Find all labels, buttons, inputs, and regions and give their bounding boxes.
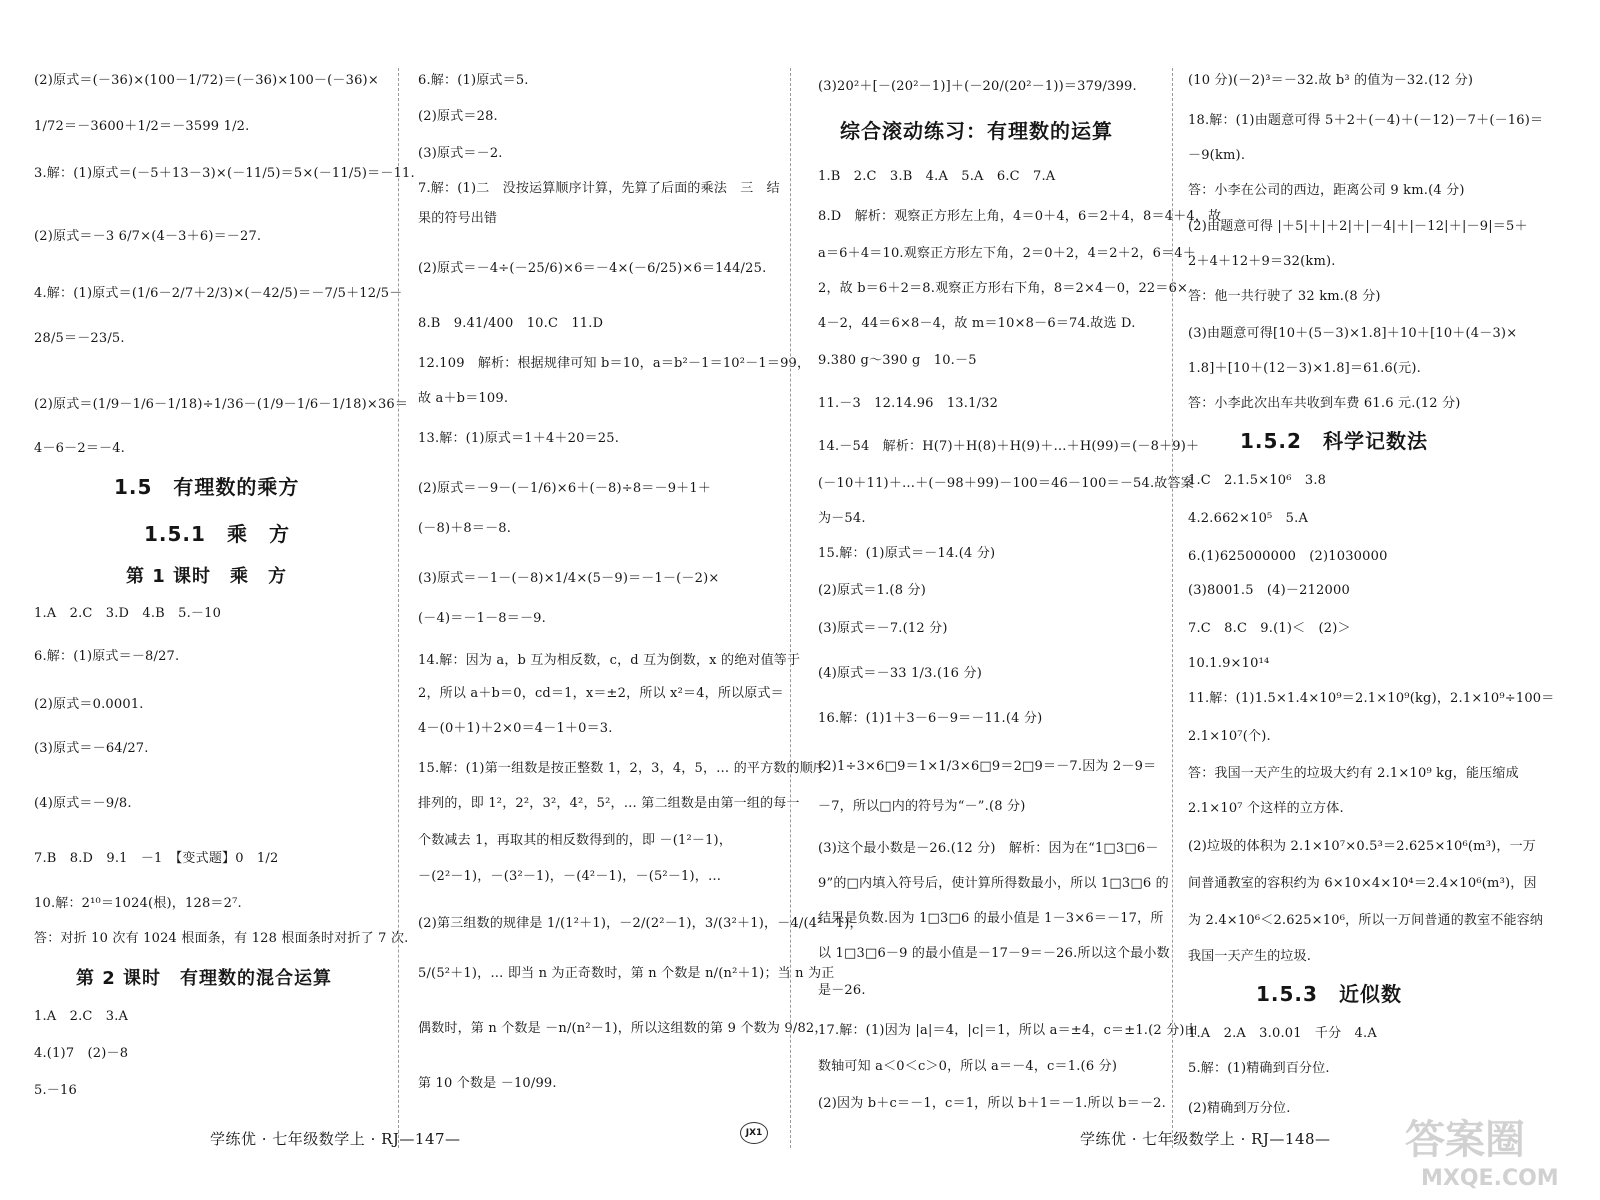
answer-line: 4－(0＋1)＋2×0＝4－1＋0＝3. [418, 721, 613, 736]
watermark-text: 答案圈 [1405, 1117, 1525, 1163]
answer-line: (3)原式＝－7.(12 分) [818, 621, 948, 636]
answer-line: (2)精确到万分位. [1188, 1101, 1291, 1116]
answer-line: 1.A 2.C 3.A [34, 1009, 129, 1024]
answer-line: (2)由题意可得 |＋5|＋|＋2|＋|－4|＋|－12|＋|－9|＝5＋ [1188, 219, 1528, 234]
answer-line: 2.1×10⁷(个). [1188, 729, 1271, 744]
answer-line: (3)8001.5 (4)－212000 [1188, 583, 1350, 598]
answer-line: 5/(5²＋1)，… 即当 n 为正奇数时，第 n 个数是 n/(n²＋1)；当 n 为正 [418, 966, 835, 981]
answer-line: (2)因为 b＋c＝－1，c＝1，所以 b＋1＝－1.所以 b＝－2. [818, 1096, 1166, 1111]
answer-line: 2，故 b＝6＋2＝8.观察正方形右下角，8＝2×4－0，22＝6× [818, 281, 1189, 296]
answer-line: 4.解：(1)原式＝(1/6－2/7＋2/3)×(－42/5)＝－7/5＋12/5－ [34, 286, 403, 301]
answer-line: (3)由题意可得[10＋(5－3)×1.8]＋10＋[10＋(4－3)× [1188, 326, 1518, 341]
answer-line: 9.380 g～390 g 10.－5 [818, 353, 977, 368]
answer-line: 4－2，44＝6×8－4，故 m＝10×8－6＝74.故选 D. [818, 316, 1136, 331]
answer-line: 14.－54 解析：H(7)＋H(8)＋H(9)＋…＋H(99)＝(－8＋9)＋ [818, 439, 1200, 454]
answer-line: 答：他一共行驶了 32 km.(8 分) [1188, 289, 1381, 304]
answer-line: 第 10 个数是 －10/99. [418, 1076, 557, 1091]
section-heading: 1.5.3 近似数 [1256, 982, 1402, 1006]
answer-line: 间普通教室的容积约为 6×10×4×10⁴＝2.4×10⁶(m³)，因 [1188, 876, 1537, 891]
section-heading: 1.5.2 科学记数法 [1240, 429, 1428, 453]
answer-line: 9”的□内填入符号后，使计算所得数最小，所以 1□3□6 的 [818, 876, 1169, 891]
answer-line: (2)原式＝－3 6/7×(4－3＋6)＝－27. [34, 229, 262, 244]
answer-line: 4－6－2＝－4. [34, 441, 126, 456]
answer-line: 6.(1)625000000 (2)1030000 [1188, 549, 1388, 564]
answer-line: (2)原式＝28. [418, 109, 498, 124]
answer-line: －7，所以□内的符号为“－”.(8 分) [818, 799, 1026, 814]
answer-line: 8.D 解析：观察正方形左上角，4＝0＋4，6＝2＋4，8＝4＋4，故 [818, 209, 1222, 224]
answer-line: 11.解：(1)1.5×1.4×10⁹＝2.1×10⁹(kg)，2.1×10⁹÷100＝ [1188, 691, 1555, 706]
answer-line: (10 分)(－2)³＝－32.故 b³ 的值为－32.(12 分) [1188, 73, 1474, 88]
answer-line: 2＋4＋12＋9＝32(km). [1188, 254, 1336, 269]
answer-line: 6.解：(1)原式＝－8/27. [34, 649, 180, 664]
watermark-logo [1395, 1105, 1595, 1195]
answer-line: (3)20²＋[－(20²－1)]＋(－20/(20²－1))＝379/399. [818, 79, 1137, 94]
answer-line: 我国一天产生的垃圾. [1188, 949, 1312, 964]
answer-line: 16.解：(1)1＋3－6－9＝－11.(4 分) [818, 711, 1043, 726]
answer-line: (4)原式＝－33 1/3.(16 分) [818, 666, 982, 681]
answer-line: 7.B 8.D 9.1 －1 【变式题】0 1/2 [34, 851, 279, 866]
answer-line: 为－54. [818, 511, 866, 526]
answer-line: 15.解：(1)原式＝－14.(4 分) [818, 546, 996, 561]
answer-line: 6.解：(1)原式＝5. [418, 73, 529, 88]
answer-line: 1.A 2.C 3.D 4.B 5.－10 [34, 606, 222, 621]
answer-line: 4.2.662×10⁵ 5.A [1188, 511, 1309, 526]
answer-line: 答：小李在公司的西边，距离公司 9 km.(4 分) [1188, 183, 1465, 198]
answer-line: 17.解：(1)因为 |a|＝4，|c|＝1，所以 a＝±4，c＝±1.(2 分)由 [818, 1023, 1198, 1038]
answer-line: (－8)＋8＝－8. [418, 521, 512, 536]
answer-line: 1.C 2.1.5×10⁶ 3.8 [1188, 473, 1327, 488]
center-logo-mark: JX1 [740, 1122, 768, 1144]
answer-line: 1/72＝－3600＋1/2＝－3599 1/2. [34, 119, 250, 134]
answer-line: 13.解：(1)原式＝1＋4＋20＝25. [418, 431, 620, 446]
answer-line: (2)第三组数的规律是 1/(1²＋1)，－2/(2²－1)，3/(3²＋1)，－4/(4²－1)， [418, 916, 863, 931]
section-heading: 第 1 课时 乘 方 [126, 566, 288, 587]
section-heading: 第 2 课时 有理数的混合运算 [76, 968, 333, 989]
answer-line: 8.B 9.41/400 10.C 11.D [418, 316, 604, 331]
page-footer-right: 学练优 · 七年级数学上 · RJ—148— [1080, 1130, 1331, 1148]
answer-line: 以 1□3□6－9 的最小值是－17－9＝－26.所以这个最小数 [818, 946, 1170, 961]
answer-line: (3)这个最小数是－26.(12 分) 解析：因为在“1□3□6－ [818, 841, 1159, 856]
answer-line: (3)原式＝－2. [418, 146, 503, 161]
answer-line: 14.解：因为 a，b 互为相反数，c，d 互为倒数，x 的绝对值等于 [418, 653, 801, 668]
answer-line: 排列的，即 1²，2²，3²，4²，5²，… 第二组数是由第一组的每一 [418, 796, 800, 811]
section-heading: 1.5.1 乘 方 [144, 522, 290, 546]
answer-line: (2)原式＝－4÷(－25/6)×6＝－4×(－6/25)×6＝144/25. [418, 261, 767, 276]
answer-line: (－4)＝－1－8＝－9. [418, 611, 546, 626]
answer-line: (2)原式＝(－36)×(100－1/72)＝(－36)×100－(－36)× [34, 73, 379, 88]
answer-line: (3)原式＝－1－(－8)×1/4×(5－9)＝－1－(－2)× [418, 571, 720, 586]
column-divider [790, 68, 791, 1148]
answer-line: (2)原式＝1.(8 分) [818, 583, 926, 598]
answer-line: 答：我国一天产生的垃圾大约有 2.1×10⁹ kg，能压缩成 [1188, 766, 1519, 781]
answer-line: 果的符号出错 [418, 211, 498, 226]
answer-line: 1.8]＋[10＋(12－3)×1.8]＝61.6(元). [1188, 361, 1421, 376]
answer-line: (2)垃圾的体积为 2.1×10⁷×0.5³＝2.625×10⁶(m³)，一万 [1188, 839, 1536, 854]
answer-line: 数轴可知 a＜0＜c＞0，所以 a＝－4，c＝1.(6 分) [818, 1059, 1118, 1074]
answer-line: 是－26. [818, 983, 866, 998]
answer-line: 3.解：(1)原式＝(－5＋13－3)×(－11/5)＝5×(－11/5)＝－11. [34, 166, 415, 181]
answer-line: (3)原式＝－64/27. [34, 741, 149, 756]
watermark-url: MXQE.COM [1421, 1166, 1559, 1191]
answer-line: 7.解：(1)二 没按运算顺序计算，先算了后面的乘法 三 结 [418, 181, 780, 196]
answer-line: (2)原式＝0.0001. [34, 697, 144, 712]
answer-line: 12.109 解析：根据规律可知 b＝10，a＝b²－1＝10²－1＝99， [418, 356, 811, 371]
answer-line: 5.－16 [34, 1083, 77, 1098]
answer-line: (4)原式＝－9/8. [34, 796, 132, 811]
answer-line: －9(km). [1188, 148, 1246, 163]
answer-line: 28/5＝－23/5. [34, 331, 125, 346]
answer-line: 11.－3 12.14.96 13.1/32 [818, 396, 999, 411]
answer-line: 故 a＋b＝109. [418, 391, 509, 406]
column-divider [398, 68, 399, 1148]
answer-line: 10.解：2¹⁰＝1024(根)，128＝2⁷. [34, 896, 242, 911]
answer-line: 偶数时，第 n 个数是 －n/(n²－1)，所以这组数的第 9 个数为 9/82， [418, 1021, 828, 1036]
answer-line: (2)1÷3×6□9＝1×1/3×6□9＝2□9＝－7.因为 2－9＝ [818, 759, 1157, 774]
page-footer-left: 学练优 · 七年级数学上 · RJ—147— [210, 1130, 461, 1148]
answer-line: (－10＋11)＋…＋(－98＋99)－100＝46－100＝－54.故答案 [818, 476, 1194, 491]
answer-line: 2.1×10⁷ 个这样的立方体. [1188, 801, 1344, 816]
answer-line: 10.1.9×10¹⁴ [1188, 656, 1270, 671]
answer-line: a＝6＋4＝10.观察正方形左下角，2＝0＋2，4＝2＋2，6＝4＋ [818, 246, 1196, 261]
answer-line: 答：小李此次出车共收到车费 61.6 元.(12 分) [1188, 396, 1461, 411]
answer-line: 1.B 2.C 3.B 4.A 5.A 6.C 7.A [818, 169, 1056, 184]
answer-line: 为 2.4×10⁶＜2.625×10⁶，所以一万间普通的教室不能容纳 [1188, 913, 1544, 928]
section-heading: 综合滚动练习：有理数的运算 [840, 119, 1113, 143]
column-divider [1172, 68, 1173, 1148]
answer-line: 个数减去 1，再取其的相反数得到的，即 －(1²－1)， [418, 833, 733, 848]
answer-line: －(2²－1)，－(3²－1)，－(4²－1)，－(5²－1)，… [418, 869, 722, 884]
answer-line: 15.解：(1)第一组数是按正整数 1，2，3，4，5，… 的平方数的顺序 [418, 761, 827, 776]
answer-line: 18.解：(1)由题意可得 5＋2＋(－4)＋(－12)－7＋(－16)＝ [1188, 113, 1544, 128]
answer-line: 答：对折 10 次有 1024 根面条，有 128 根面条时对折了 7 次. [34, 931, 409, 946]
answer-line: 结果是负数.因为 1□3□6 的最小值是 1－3×6＝－17，所 [818, 911, 1164, 926]
answer-line: 1.A 2.A 3.0.01 千分 4.A [1188, 1026, 1377, 1041]
answer-line: 5.解：(1)精确到百分位. [1188, 1061, 1330, 1076]
answer-line: (2)原式＝(1/9－1/6－1/18)÷1/36－(1/9－1/6－1/18)×36＝ [34, 397, 409, 412]
answer-line: 7.C 8.C 9.(1)＜ (2)＞ [1188, 621, 1351, 636]
answer-line: 2，所以 a＋b＝0，cd＝1，x＝±2，所以 x²＝4，所以原式＝ [418, 686, 784, 701]
answer-line: 4.(1)7 (2)－8 [34, 1046, 129, 1061]
section-heading: 1.5 有理数的乘方 [114, 475, 300, 499]
answer-line: (2)原式＝－9－(－1/6)×6＋(－8)÷8＝－9＋1＋ [418, 481, 712, 496]
